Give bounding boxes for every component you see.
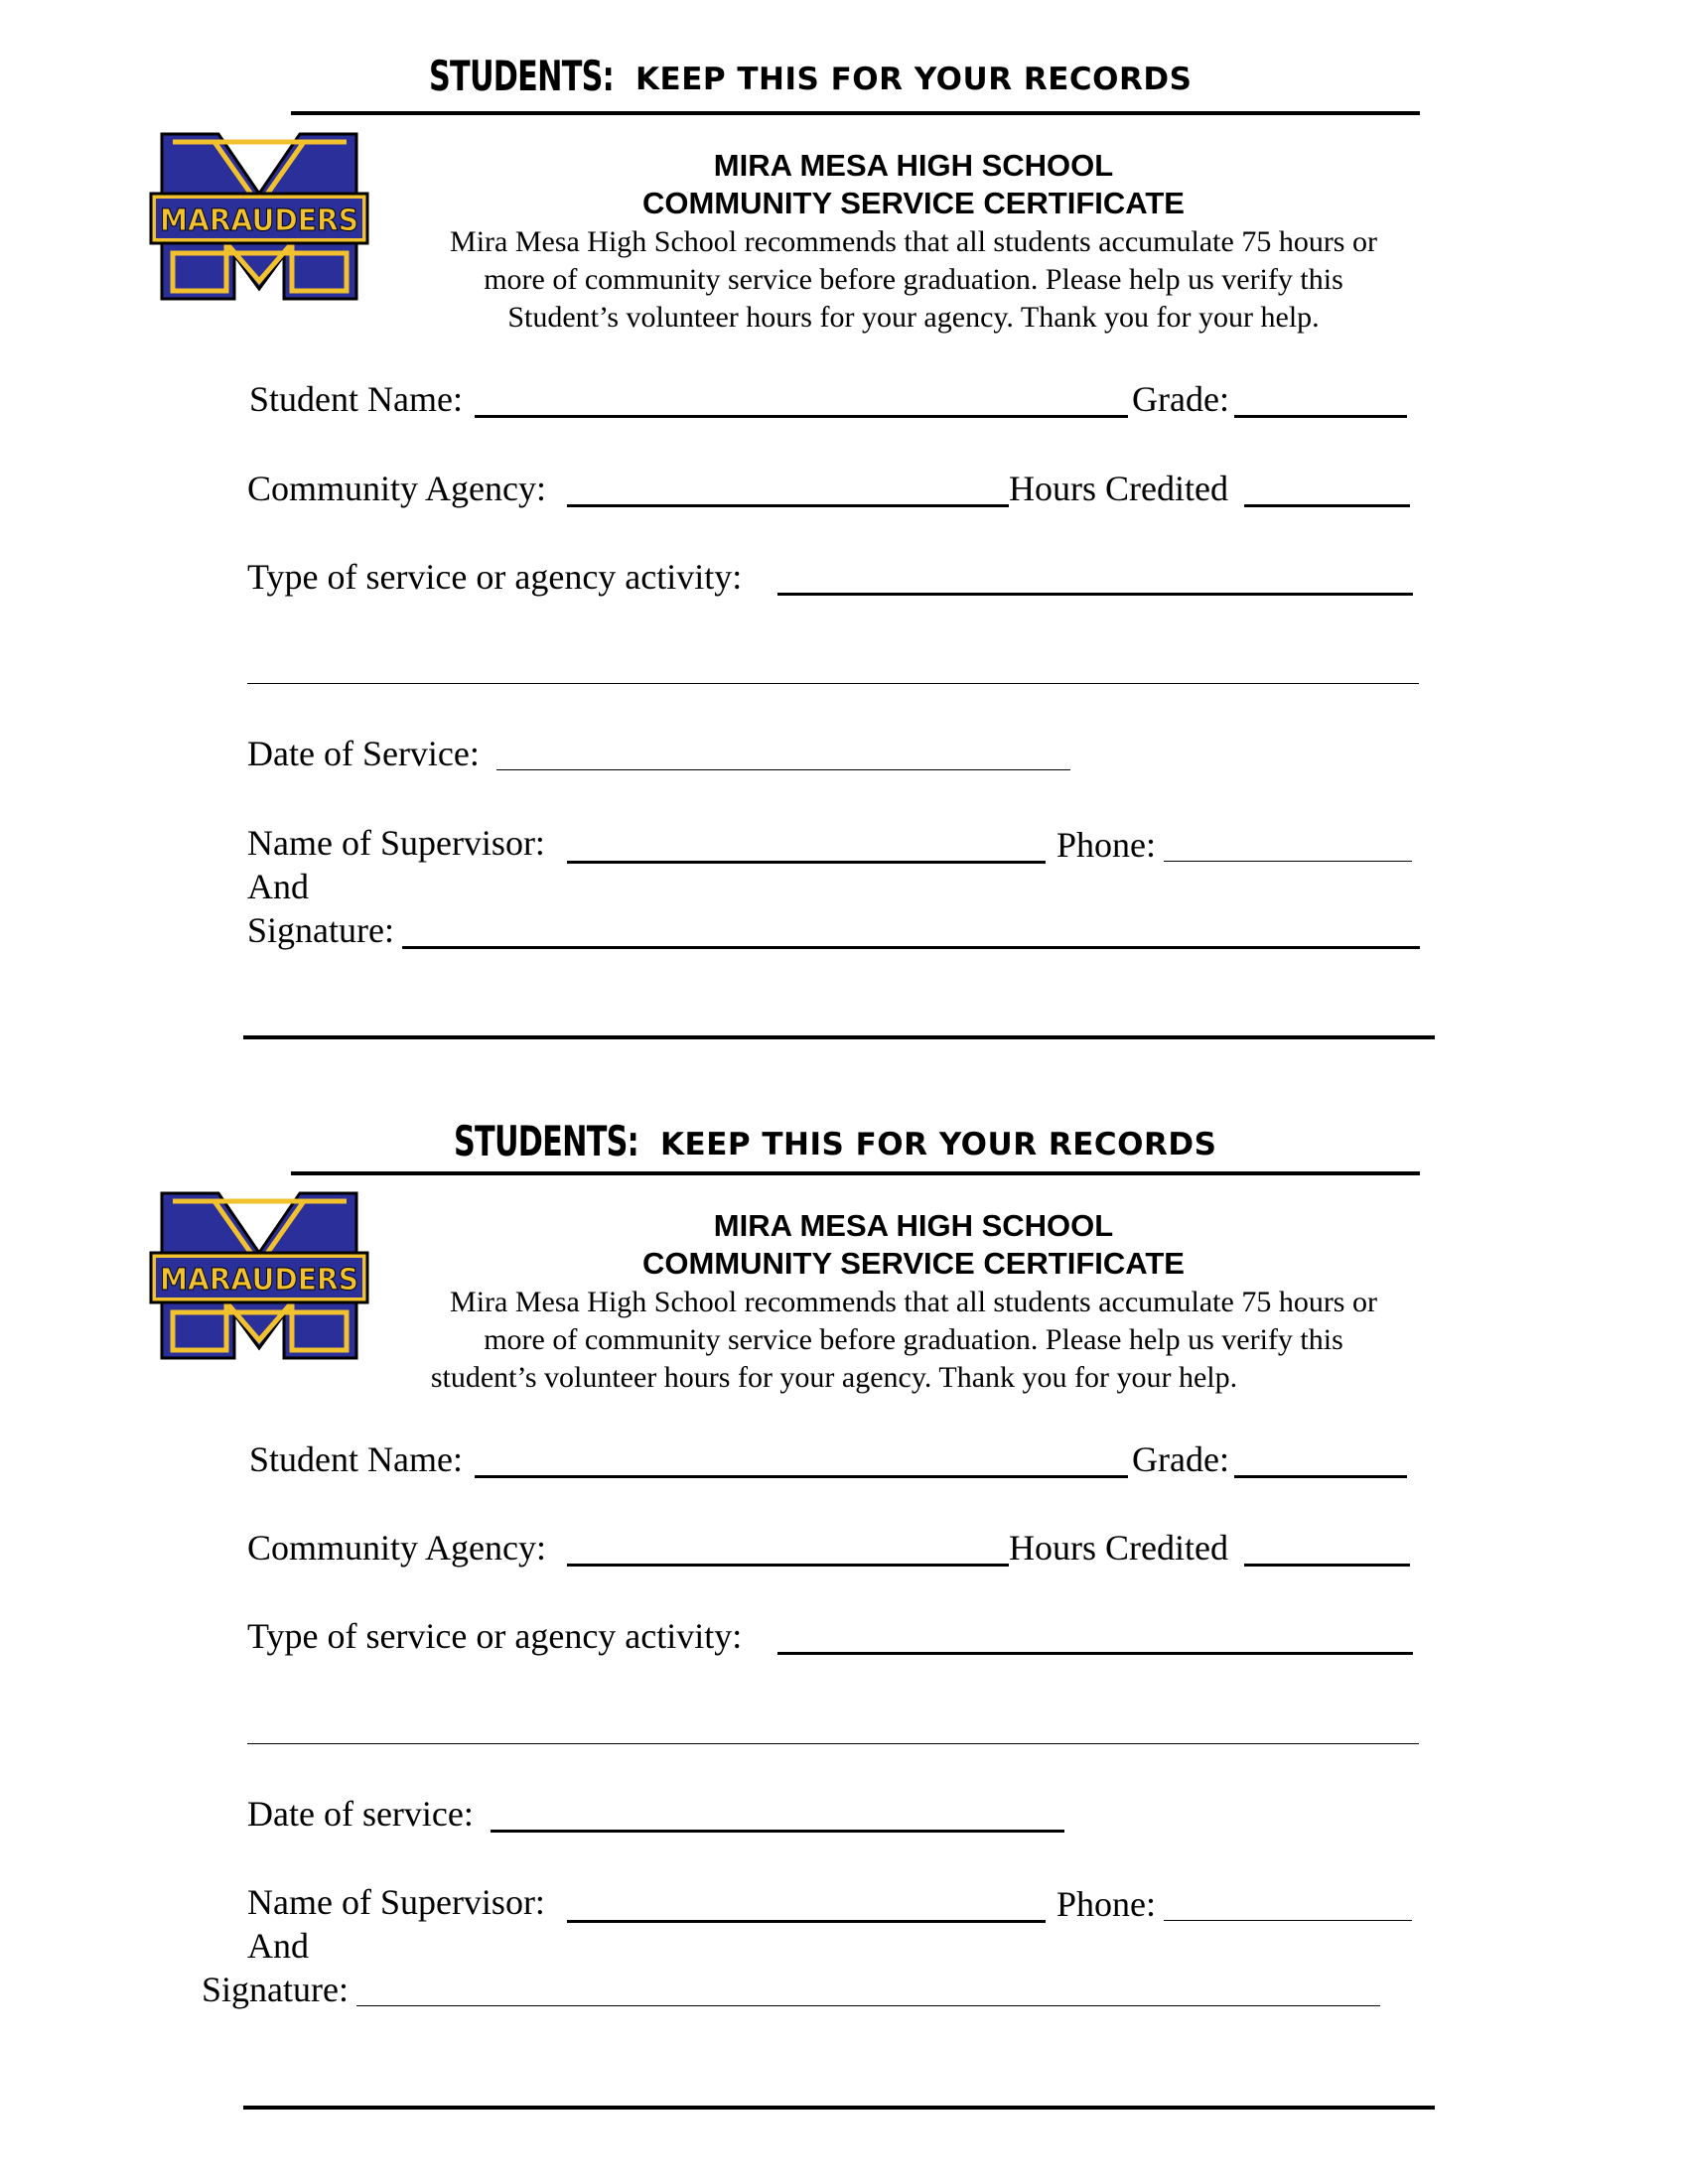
hours-credited-field[interactable] xyxy=(1244,1532,1410,1567)
keep-records-label: KEEP THIS FOR YOUR RECORDS xyxy=(635,62,1193,97)
intro-line-1: Mira Mesa High School recommends that all students accumulate 75 hours or xyxy=(450,225,1377,258)
marauders-logo-icon xyxy=(149,1191,369,1360)
signature-label: Signature: xyxy=(247,910,394,950)
hours-credited-label: Hours Credited xyxy=(1009,469,1228,508)
type-of-service-extra-line[interactable] xyxy=(247,655,1419,684)
hours-credited-label: Hours Credited xyxy=(1009,1528,1228,1568)
keep-records-label: KEEP THIS FOR YOUR RECORDS xyxy=(660,1127,1217,1162)
and-label: And xyxy=(247,867,309,906)
signature-field[interactable] xyxy=(402,914,1420,949)
supervisor-label: Name of Supervisor: xyxy=(247,1882,545,1922)
community-agency-label: Community Agency: xyxy=(247,469,546,508)
certificate-title: COMMUNITY SERVICE CERTIFICATE xyxy=(642,1246,1185,1281)
type-of-service-label: Type of service or agency activity: xyxy=(247,1616,743,1656)
intro-line-3: Student’s volunteer hours for your agency. Thank you for your help. xyxy=(507,301,1320,334)
logo-text: MARAUDERS xyxy=(160,204,358,238)
date-of-service-field[interactable] xyxy=(496,738,1070,770)
date-of-service-label: Date of service: xyxy=(247,1794,474,1834)
section-divider xyxy=(243,2106,1435,2110)
intro-line-1: Mira Mesa High School recommends that all students accumulate 75 hours or xyxy=(450,1286,1377,1318)
community-agency-label: Community Agency: xyxy=(247,1528,546,1568)
supervisor-field[interactable] xyxy=(567,1886,1046,1923)
phone-field[interactable] xyxy=(1164,829,1412,862)
student-name-label: Student Name: xyxy=(249,379,463,419)
logo-text: MARAUDERS xyxy=(160,1263,358,1297)
hours-credited-field[interactable] xyxy=(1244,473,1410,507)
header-rule xyxy=(291,111,1420,115)
school-title xyxy=(546,1207,1281,1283)
student-name-field[interactable] xyxy=(475,1443,1128,1478)
school-name: MIRA MESA HIGH SCHOOL xyxy=(713,148,1114,183)
keep-records-header xyxy=(429,52,1193,100)
intro-paragraph xyxy=(387,223,1440,337)
date-of-service-field[interactable] xyxy=(491,1798,1064,1833)
signature-field[interactable] xyxy=(356,1974,1380,2006)
keep-records-header xyxy=(454,1117,1217,1165)
phone-label: Phone: xyxy=(1056,825,1157,865)
community-agency-field[interactable] xyxy=(567,1532,1009,1567)
marauders-logo-icon xyxy=(149,132,369,301)
intro-paragraph xyxy=(387,1284,1440,1397)
type-of-service-label: Type of service or agency activity: xyxy=(247,557,743,597)
grade-label: Grade: xyxy=(1132,1439,1229,1479)
school-title xyxy=(546,147,1281,222)
community-agency-field[interactable] xyxy=(567,473,1009,507)
certificate-section-2 xyxy=(0,1064,1688,2184)
supervisor-field[interactable] xyxy=(567,827,1046,864)
intro-line-3: student’s volunteer hours for your agency. Thank you for your help. xyxy=(430,1361,1238,1394)
phone-label: Phone: xyxy=(1056,1884,1157,1924)
students-label: STUDENTS: xyxy=(454,1117,639,1165)
date-of-service-label: Date of Service: xyxy=(247,734,480,773)
student-name-label: Student Name: xyxy=(249,1439,463,1479)
type-of-service-field[interactable] xyxy=(777,1620,1413,1655)
students-label: STUDENTS: xyxy=(429,52,615,100)
school-name: MIRA MESA HIGH SCHOOL xyxy=(713,1208,1114,1243)
grade-field[interactable] xyxy=(1234,383,1407,418)
grade-field[interactable] xyxy=(1234,1443,1407,1478)
intro-line-2: more of community service before graduation. Please help us verify this xyxy=(484,263,1343,296)
phone-field[interactable] xyxy=(1164,1888,1412,1921)
certificate-title: COMMUNITY SERVICE CERTIFICATE xyxy=(642,186,1185,220)
grade-label: Grade: xyxy=(1132,379,1229,419)
student-name-field[interactable] xyxy=(475,383,1128,418)
and-label: And xyxy=(247,1926,309,1966)
type-of-service-extra-line[interactable] xyxy=(247,1715,1419,1744)
signature-label: Signature: xyxy=(202,1970,349,2009)
certificate-section-1 xyxy=(0,0,1688,1062)
header-rule xyxy=(291,1171,1420,1175)
intro-line-2: more of community service before graduation. Please help us verify this xyxy=(484,1323,1343,1356)
section-divider xyxy=(243,1035,1435,1039)
type-of-service-field[interactable] xyxy=(777,561,1413,596)
supervisor-label: Name of Supervisor: xyxy=(247,823,545,863)
